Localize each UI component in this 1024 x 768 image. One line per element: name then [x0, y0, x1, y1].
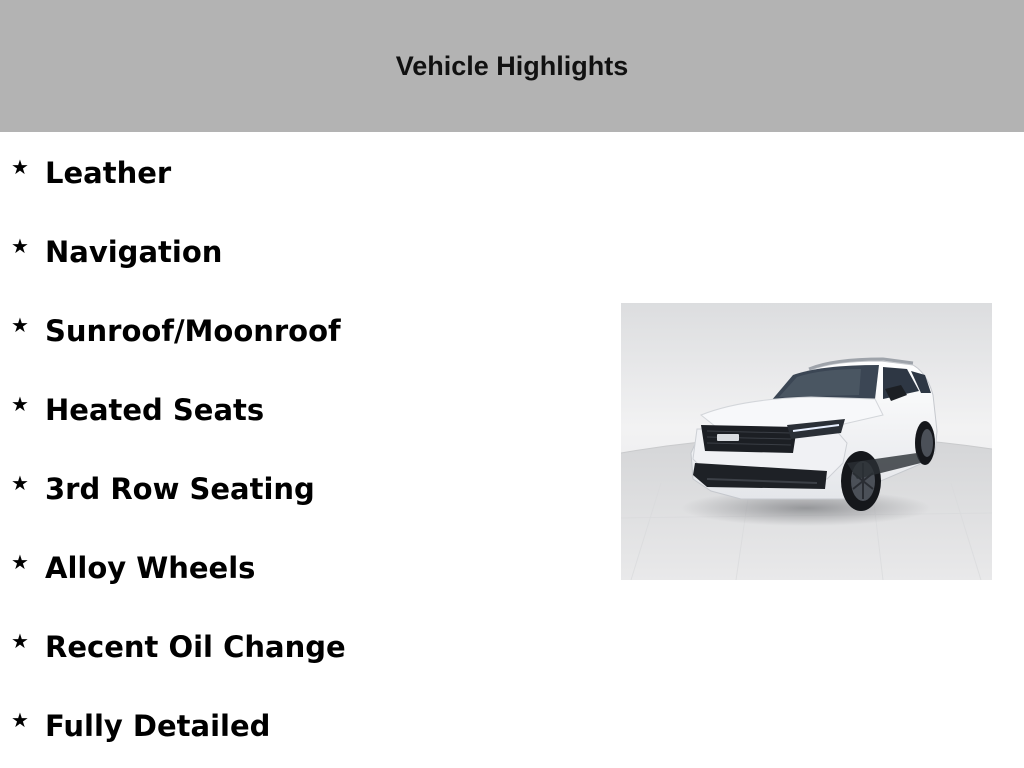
star-icon: ★	[11, 155, 29, 179]
page-title: Vehicle Highlights	[395, 50, 629, 81]
star-icon: ★	[11, 471, 29, 495]
star-icon: ★	[11, 708, 29, 732]
highlight-label: Heated Seats	[45, 393, 265, 427]
header-bar	[0, 0, 1024, 132]
highlight-label: Navigation	[45, 235, 223, 269]
star-icon: ★	[11, 629, 29, 653]
suv-photo-icon	[621, 303, 992, 580]
star-icon: ★	[11, 392, 29, 416]
vehicle-photo	[621, 303, 992, 580]
star-icon: ★	[11, 550, 29, 574]
star-icon: ★	[11, 313, 29, 337]
highlight-label: Fully Detailed	[45, 709, 271, 743]
star-icon: ★	[11, 234, 29, 258]
highlight-label: Alloy Wheels	[45, 551, 256, 585]
highlight-label: Recent Oil Change	[45, 630, 346, 664]
highlight-label: Leather	[45, 156, 172, 190]
highlight-label: 3rd Row Seating	[45, 472, 315, 506]
highlight-label: Sunroof/Moonroof	[45, 314, 341, 348]
